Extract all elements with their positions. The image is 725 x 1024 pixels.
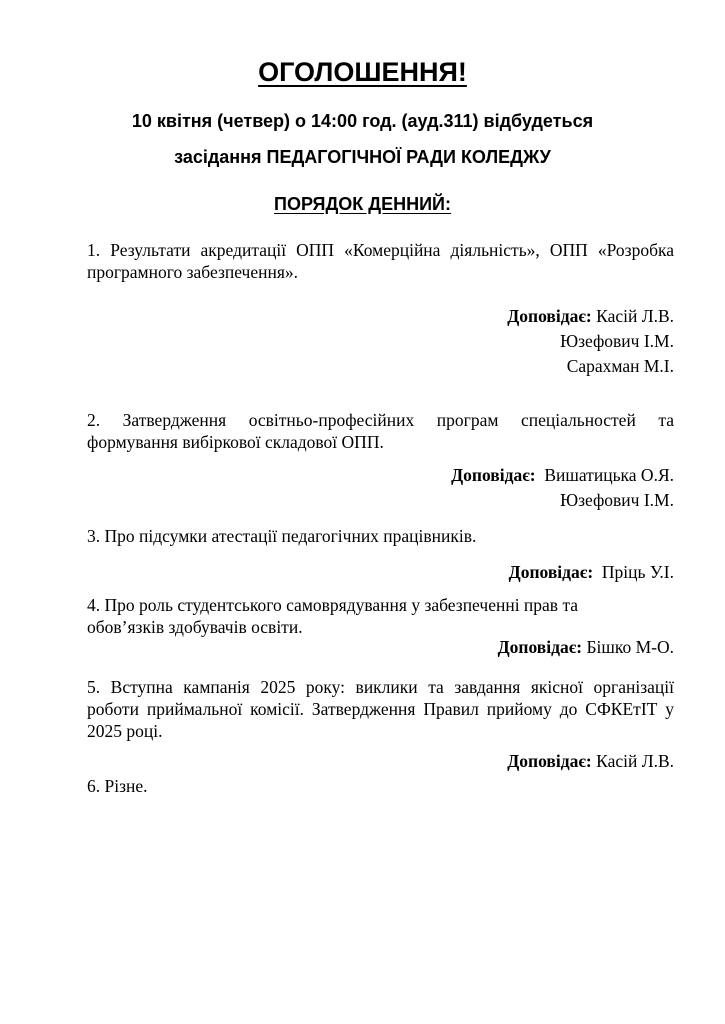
agenda-item-4-reporters (87, 635, 674, 660)
reporter-name: Юзефович І.М. (560, 490, 674, 510)
reporter-name: Пріць У.І. (601, 562, 674, 582)
reporter-name: Бішко М-О. (586, 637, 674, 657)
agenda-item-2-reporters (87, 463, 674, 513)
reporter-name: Юзефович І.М. (560, 331, 674, 351)
reporter-line (87, 635, 674, 660)
agenda-item-4-line-1: 4. Про роль студентського самоврядування у забезпеченні прав та (87, 595, 579, 615)
reporter-label: Доповідає: (507, 751, 592, 771)
meeting-council-line: засідання ПЕДАГОГІЧНОЇ РАДИ КОЛЕДЖУ (174, 147, 551, 167)
reporter-name: Касій Л.В. (596, 751, 674, 771)
agenda-item-2: 2. Затвердження освітньо-професійних програм спеціальностей та формування вибіркової складової ОПП. (87, 410, 674, 452)
agenda-item-5: 5. Вступна кампанія 2025 року: виклики та завдання якісної організації роботи приймальної комісії. Затвердження Правил прийому до СФКЕтІТ у 2025 році. (87, 677, 674, 741)
agenda-item-1: 1. Результати акредитації ОПП «Комерційна діяльність», ОПП «Розробка програмного забезпечення». (87, 240, 674, 282)
agenda-item-5-reporters (87, 749, 674, 774)
announcement-title: ОГОЛОШЕННЯ! (258, 57, 467, 87)
agenda-item-3-reporters (87, 560, 674, 585)
agenda-item-4-line-2: обов’язків здобувачів освіти. (87, 617, 303, 637)
reporter-name: Вишатицька О.Я. (544, 465, 674, 485)
meeting-date-line: 10 квітня (четвер) о 14:00 год. (ауд.311) відбудеться (131, 111, 594, 131)
reporter-label: Доповідає: (497, 637, 583, 657)
agenda-title: ПОРЯДОК ДЕННИЙ: (274, 194, 451, 214)
agenda-item-4 (87, 594, 674, 638)
reporter-line (87, 749, 674, 774)
reporter-line (87, 304, 674, 329)
reporter-line (87, 463, 674, 488)
agenda-item-6: 6. Різне. (87, 776, 148, 796)
reporter-label: Доповідає: (507, 306, 592, 326)
reporter-label: Доповідає: (451, 465, 536, 485)
agenda-item-3: 3. Про підсумки атестації педагогічних працівників. (87, 526, 477, 546)
reporter-label: Доповідає: (508, 562, 594, 582)
reporter-name: Касій Л.В. (596, 306, 674, 326)
reporter-name: Сарахман М.І. (566, 356, 674, 376)
agenda-item-1-reporters (87, 304, 674, 379)
reporter-line (87, 560, 674, 585)
